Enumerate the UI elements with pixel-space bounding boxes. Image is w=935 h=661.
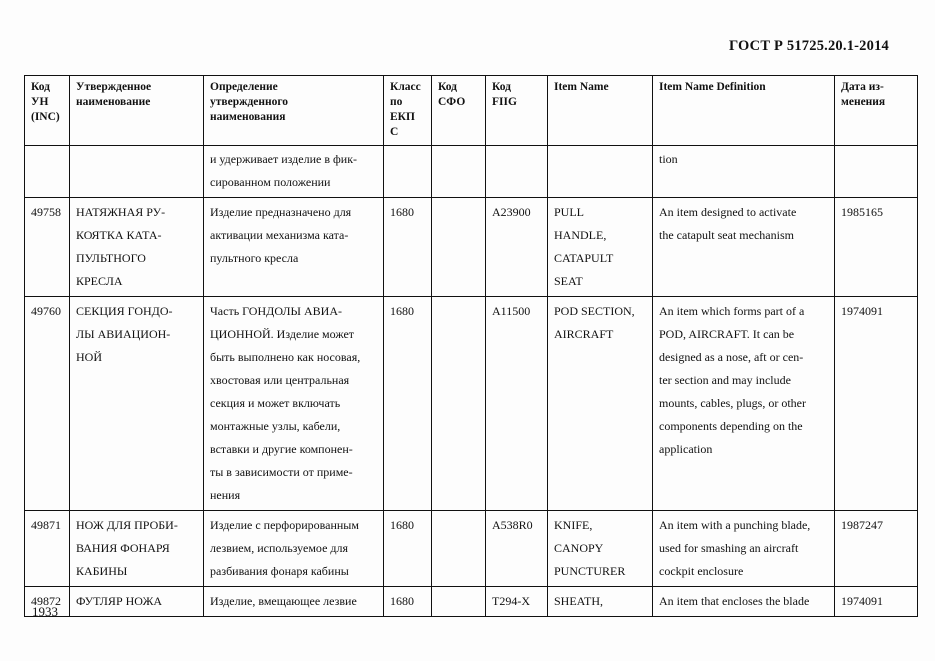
cell-inc-code	[25, 146, 70, 198]
cell-approved-name: НАТЯЖНАЯ РУ- КОЯТКА КАТА- ПУЛЬТНОГО КРЕСЛА	[70, 198, 204, 297]
cell-item-name: POD SECTION, AIRCRAFT	[548, 297, 653, 511]
cell-inc-code: 49760	[25, 297, 70, 511]
cell-item-name: PULL HANDLE, CATAPULT SEAT	[548, 198, 653, 297]
cell-inc-code: 49871	[25, 511, 70, 587]
table-row	[25, 146, 918, 198]
table-row	[25, 511, 918, 587]
cell-class	[384, 146, 432, 198]
col-header-name-definition: Определение утвержденного наименования	[204, 76, 384, 146]
cell-item-name-definition: An item which forms part of a POD, AIRCRAFT. It can be designed as a nose, aft or cen- ter section and may include mounts, cables, plugs, or other components depending on the application	[653, 297, 835, 511]
table-row	[25, 587, 918, 617]
cell-fiig-code: A538R0	[486, 511, 548, 587]
catalog-table	[24, 75, 918, 617]
col-header-change-date: Дата из- менения	[835, 76, 918, 146]
cell-approved-name: СЕКЦИЯ ГОНДО- ЛЫ АВИАЦИОН- НОЙ	[70, 297, 204, 511]
cell-item-name: SHEATH,	[548, 587, 653, 617]
cell-class: 1680	[384, 297, 432, 511]
cell-sfo-code	[432, 198, 486, 297]
cell-item-name-definition: tion	[653, 146, 835, 198]
page-number: 1933	[32, 604, 58, 619]
col-header-class: Класс по ЕКП С	[384, 76, 432, 146]
cell-name-definition: Изделие предназначено для активации механизма ката- пультного кресла	[204, 198, 384, 297]
cell-change-date	[835, 146, 918, 198]
cell-item-name-definition: An item that encloses the blade	[653, 587, 835, 617]
cell-change-date: 1987247	[835, 511, 918, 587]
cell-sfo-code	[432, 297, 486, 511]
cell-approved-name: ФУТЛЯР НОЖА	[70, 587, 204, 617]
table-row	[25, 297, 918, 511]
cell-item-name	[548, 146, 653, 198]
cell-change-date: 1985165	[835, 198, 918, 297]
cell-item-name-definition: An item designed to activate the catapult seat mechanism	[653, 198, 835, 297]
cell-fiig-code: T294-X	[486, 587, 548, 617]
cell-class: 1680	[384, 587, 432, 617]
col-header-fiig-code: Код FIIG	[486, 76, 548, 146]
cell-change-date: 1974091	[835, 587, 918, 617]
cell-fiig-code: A23900	[486, 198, 548, 297]
col-header-item-name-definition: Item Name Definition	[653, 76, 835, 146]
col-header-approved-name: Утвержденное наименование	[70, 76, 204, 146]
cell-fiig-code: A11500	[486, 297, 548, 511]
cell-inc-code: 49872	[25, 587, 70, 617]
cell-change-date: 1974091	[835, 297, 918, 511]
cell-class: 1680	[384, 198, 432, 297]
cell-sfo-code	[432, 587, 486, 617]
cell-approved-name	[70, 146, 204, 198]
col-header-inc-code: Код УН (INC)	[25, 76, 70, 146]
cell-sfo-code	[432, 146, 486, 198]
table-row	[25, 198, 918, 297]
cell-fiig-code	[486, 146, 548, 198]
cell-item-name-definition: An item with a punching blade, used for smashing an aircraft cockpit enclosure	[653, 511, 835, 587]
cell-inc-code: 49758	[25, 198, 70, 297]
cell-name-definition: Изделие с перфорированным лезвием, используемое для разбивания фонаря кабины	[204, 511, 384, 587]
cell-sfo-code	[432, 511, 486, 587]
col-header-sfo-code: Код СФО	[432, 76, 486, 146]
table-header-row	[25, 76, 918, 146]
document-code: ГОСТ Р 51725.20.1-2014	[728, 38, 889, 54]
cell-name-definition: Часть ГОНДОЛЫ АВИА- ЦИОННОЙ. Изделие может быть выполнено как носовая, хвостовая или центральная секция и может включать монтажные узлы, кабели, вставки и другие компонен- ты в зависимости от приме- нения	[204, 297, 384, 511]
cell-item-name: KNIFE, CANOPY PUNCTURER	[548, 511, 653, 587]
cell-name-definition: Изделие, вмещающее лезвие	[204, 587, 384, 617]
cell-approved-name: НОЖ ДЛЯ ПРОБИ- ВАНИЯ ФОНАРЯ КАБИНЫ	[70, 511, 204, 587]
cell-class: 1680	[384, 511, 432, 587]
cell-name-definition: и удерживает изделие в фик- сированном положении	[204, 146, 384, 198]
col-header-item-name: Item Name	[548, 76, 653, 146]
